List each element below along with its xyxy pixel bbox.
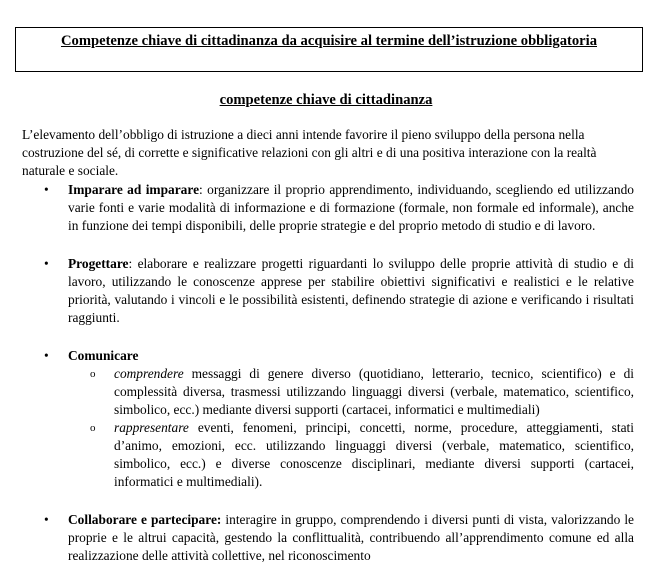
list-item-comunicare — [0, 347, 652, 491]
sub-item-term: rappresentare — [114, 420, 189, 435]
item-text: : elaborare e realizzare progetti riguardanti lo sviluppo delle proprie attività di studio e di lavoro, utilizzando le conoscenze apprese per stabilire obiettivi significativi e realistici e le relative priorità, valutando i vincoli e le possibilità esistenti, definendo strategie di azione e verificando i risultati raggiunti. — [68, 256, 634, 325]
sub-item-text: messaggi di genere diverso (quotidiano, letterario, tecnico, scientifico) e di complessità diversa, trasmessi utilizzando linguaggi diversi (verbale, matematico, scientifico, simbolico, ecc.) mediante diversi supporti (cartacei, informatici e multimediali) — [114, 366, 634, 417]
bullet-icon: • — [44, 348, 49, 363]
item-term: Collaborare e partecipare: — [68, 512, 222, 527]
intro-paragraph: L’elevamento dell’obbligo di istruzione a dieci anni intende favorire il pieno sviluppo della persona nella costruzione del sé, di corrette e significative relazioni con gli altri e di una positiva interazione con la realtà naturale e sociale. — [22, 127, 597, 178]
section-subtitle: competenze chiave di cittadinanza — [219, 92, 433, 108]
title-box — [15, 27, 643, 72]
sub-list — [68, 365, 634, 491]
bullet-icon: • — [44, 182, 49, 197]
competence-list — [0, 181, 652, 581]
list-item-imparare — [0, 181, 652, 235]
list-item-collaborare — [0, 511, 652, 565]
sub-item-term: comprendere — [114, 366, 184, 381]
list-item-progettare — [0, 255, 652, 327]
item-term: Comunicare — [68, 348, 139, 363]
circle-bullet-icon: o — [90, 368, 96, 380]
sub-item-text: eventi, fenomeni, principi, concetti, norme, procedure, atteggiamenti, stati d’animo, emozioni, ecc. utilizzando linguaggi diversi (verbale, matematico, scientifico, simbolico, ecc.) e diverse conoscenze disciplinari, mediante diversi supporti (cartacei, informatici e multimediali). — [114, 420, 634, 489]
sub-item-comprendere — [68, 365, 634, 419]
sub-item-rappresentare — [68, 419, 634, 491]
item-text: : organizzare il proprio apprendimento, individuando, scegliendo ed utilizzando varie fonti e varie modalità di informazione e di formazione (formale, non formale ed informale), anche in funzione dei tempi disponibili, delle proprie strategie e del proprio metodo di studio e di lavoro. — [68, 182, 634, 233]
circle-bullet-icon: o — [90, 422, 96, 434]
item-term: Progettare — [68, 256, 129, 271]
bullet-icon: • — [44, 512, 49, 527]
item-text: interagire in gruppo, comprendendo i diversi punti di vista, valorizzando le proprie e le altrui capacità, gestendo la conflittualità, contribuendo all’apprendimento comune ed alla realizzazione delle attività collettive, nel riconoscimento — [68, 512, 634, 563]
item-term: Imparare ad imparare — [68, 182, 200, 197]
bullet-icon: • — [44, 256, 49, 271]
document-title: Competenze chiave di cittadinanza da acquisire al termine dell’istruzione obbligatoria — [60, 33, 597, 49]
